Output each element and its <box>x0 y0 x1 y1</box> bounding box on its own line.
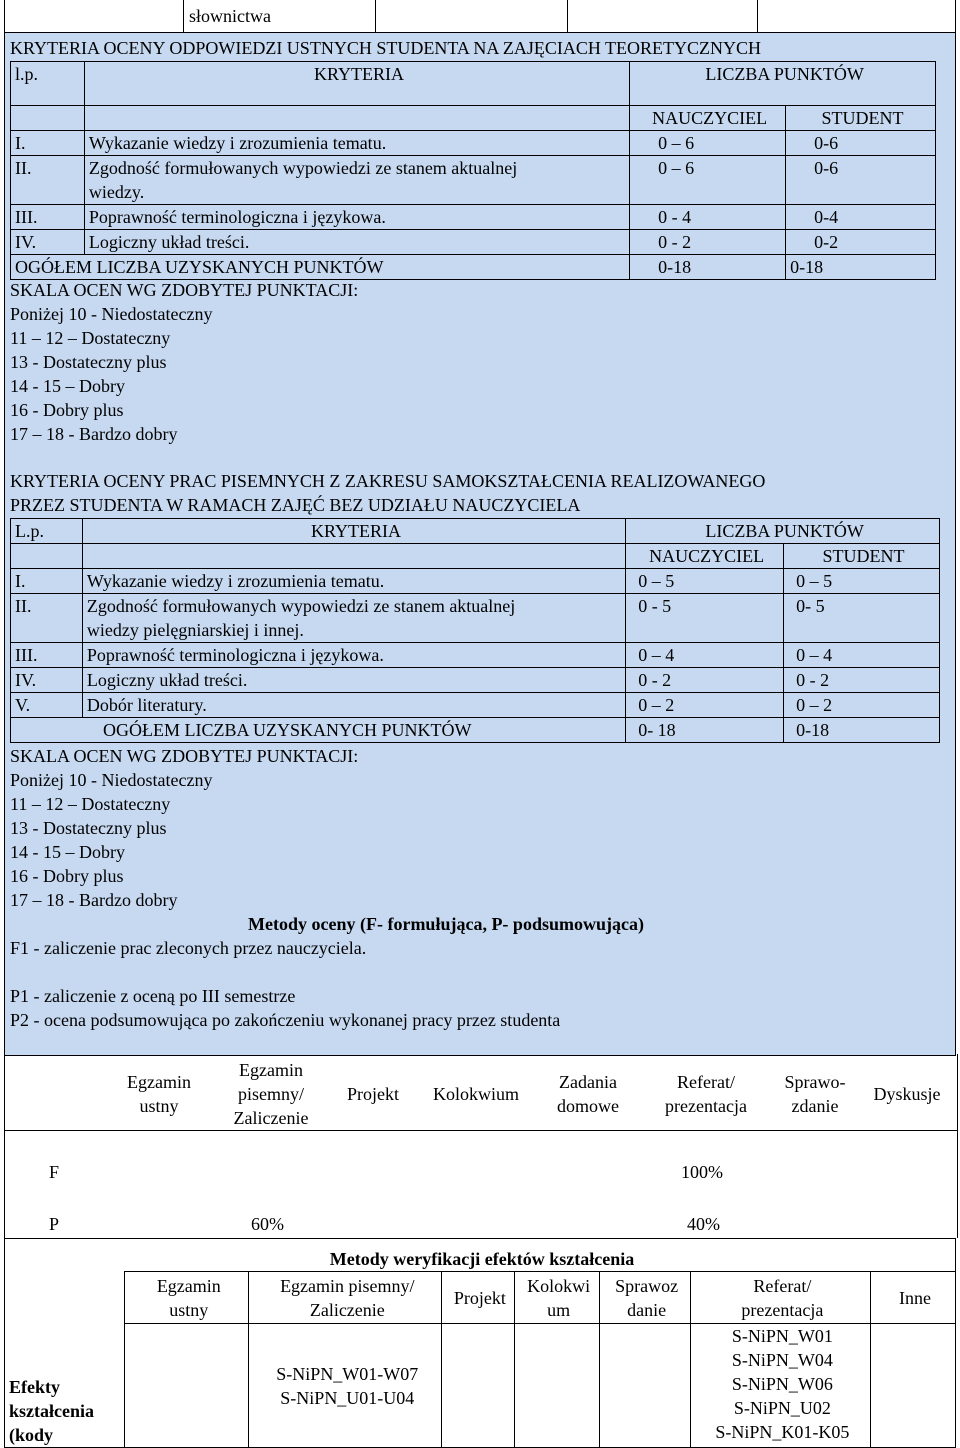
oral-row-lp: III. <box>11 205 85 230</box>
forms-h-presentation <box>641 1070 771 1118</box>
forms-h-line: Egzamin <box>127 1072 191 1092</box>
oral-scale-item: 14 - 15 – Dobry <box>10 376 125 396</box>
ver-code: S-NiPN_W06 <box>731 1374 833 1394</box>
top-row <box>4 0 956 32</box>
written-scale-item: 13 - Dostateczny plus <box>10 818 167 838</box>
forms-f-value: 100% <box>681 1162 723 1182</box>
ver-h-line: Egzamin <box>156 1275 221 1296</box>
written-row-text: Logiczny układ treści. <box>82 668 625 693</box>
forms-h-line: domowe <box>557 1096 619 1116</box>
forms-h-line: prezentacja <box>665 1096 747 1116</box>
written-row-text: Poprawność terminologiczna i językowa. <box>82 643 625 668</box>
ver-h-line: Egzamin pisemny/ <box>280 1275 415 1296</box>
methods-p2: P2 - ocena podsumowująca po zakończeniu wykonanej pracy przez studenta <box>10 1010 561 1030</box>
oral-total-teacher: 0-18 <box>630 255 786 280</box>
written-row-lp: V. <box>11 693 83 718</box>
forms-h-line: Zaliczenie <box>233 1108 309 1128</box>
forms-h-written <box>213 1058 329 1130</box>
written-scale <box>10 744 358 912</box>
oral-row-teacher: 0 – 6 <box>630 156 786 205</box>
forms-h-project: Projekt <box>347 1084 399 1104</box>
oral-row-text-line2: wiedzy. <box>88 182 145 202</box>
ver-h-report <box>599 1272 690 1324</box>
forms-p-label: P <box>49 1214 60 1234</box>
ver-h-line: danie <box>627 1299 667 1320</box>
written-row-student: 0 – 2 <box>784 693 940 718</box>
forms-h-line: pisemny/ <box>238 1084 304 1104</box>
oral-h-student: STUDENT <box>786 106 936 131</box>
ver-code: S-NiPN_K01-K05 <box>715 1422 850 1442</box>
methods-f1: F1 - zaliczenie prac zleconych przez nauczyciela. <box>10 938 367 958</box>
written-scale-title: SKALA OCEN WG ZDOBYTEJ PUNKTACJI: <box>10 746 359 766</box>
forms-p-value1: 60% <box>251 1214 284 1234</box>
written-h-points: LICZBA PUNKTÓW <box>626 519 940 544</box>
top-row-text: słownictwa <box>189 6 271 26</box>
written-total-row <box>11 718 940 743</box>
written-title-line2: PRZEZ STUDENTA W RAMACH ZAJĘĆ BEZ UDZIAŁU NAUCZYCIELA <box>10 495 581 515</box>
forms-table <box>4 1054 958 1238</box>
ver-h-line: ustny <box>169 1299 209 1320</box>
oral-title: KRYTERIA OCENY ODPOWIEDZI USTNYCH STUDENTA NA ZAJĘCIACH TEORETYCZNYCH <box>10 38 762 58</box>
oral-row-text <box>84 156 629 205</box>
written-row-text: Wykazanie wiedzy i zrozumienia tematu. <box>82 569 625 594</box>
oral-row-student: 0-6 <box>786 131 936 156</box>
ver-h-project: Projekt <box>442 1272 515 1324</box>
oral-row-lp: IV. <box>11 230 85 255</box>
written-scale-item: 11 – 12 – Dostateczny <box>10 794 171 814</box>
written-row-lp: I. <box>11 569 83 594</box>
ver-effects-line: (kody <box>9 1425 54 1445</box>
written-row <box>11 643 940 668</box>
oral-scale-item: 11 – 12 – Dostateczny <box>10 328 171 348</box>
written-h-lp: L.p. <box>11 519 83 544</box>
ver-h-line: Zaliczenie <box>309 1299 385 1320</box>
oral-row-student: 0-2 <box>786 230 936 255</box>
oral-row <box>11 156 936 205</box>
methods-p1: P1 - zaliczenie z oceną po III semestrze <box>10 986 296 1006</box>
oral-row-lp: II. <box>11 156 85 205</box>
forms-h-colloquium: Kolokwium <box>432 1084 519 1104</box>
forms-p-value2: 40% <box>687 1214 720 1234</box>
written-row-text-line2: wiedzy pielęgniarskiej i innej. <box>86 620 304 640</box>
forms-h-oral <box>105 1070 213 1118</box>
written-row-teacher: 0 – 5 <box>626 569 784 594</box>
written-h-student: STUDENT <box>784 544 940 569</box>
ver-h-line: prezentacja <box>741 1299 824 1320</box>
written-row-student: 0 – 4 <box>784 643 940 668</box>
ver-h-line: Referat/ <box>753 1275 812 1296</box>
oral-row-teacher: 0 - 4 <box>630 205 786 230</box>
written-scale-item: 14 - 15 – Dobry <box>10 842 125 862</box>
oral-table <box>10 61 936 280</box>
oral-row <box>11 230 936 255</box>
written-h-teacher: NAUCZYCIEL <box>626 544 784 569</box>
written-row <box>11 569 940 594</box>
written-total-student: 0-18 <box>784 718 940 743</box>
forms-f-label: F <box>49 1162 60 1182</box>
written-title <box>10 469 765 517</box>
oral-row <box>11 131 936 156</box>
oral-row <box>11 205 936 230</box>
ver-effects-line: kształcenia <box>9 1401 94 1421</box>
oral-row-student: 0-4 <box>786 205 936 230</box>
oral-row-teacher: 0 – 6 <box>630 131 786 156</box>
oral-row-text: Wykazanie wiedzy i zrozumienia tematu. <box>84 131 629 156</box>
oral-row-text-line1: Zgodność formułowanych wypowiedzi ze stanem aktualnej <box>88 158 518 178</box>
written-total-teacher: 0- 18 <box>626 718 784 743</box>
oral-h-lp: l.p. <box>11 62 85 106</box>
ver-code: S-NiPN_W01 <box>731 1326 833 1346</box>
verification-title: Metody weryfikacji efektów kształcenia <box>5 1239 956 1272</box>
forms-h-discussion: Dyskusje <box>873 1084 941 1104</box>
written-row-teacher: 0 - 2 <box>626 668 784 693</box>
written-row-lp: II. <box>11 594 83 643</box>
written-row-teacher: 0 - 5 <box>626 594 784 643</box>
oral-row-text: Logiczny układ treści. <box>84 230 629 255</box>
written-row-student: 0 – 5 <box>784 569 940 594</box>
written-row-teacher: 0 – 4 <box>626 643 784 668</box>
forms-header <box>105 1060 955 1128</box>
oral-scale-item: Poniżej 10 - Niedostateczny <box>10 304 213 324</box>
ver-code: S-NiPN_W04 <box>731 1350 833 1370</box>
oral-total-label: OGÓŁEM LICZBA UZYSKANYCH PUNKTÓW <box>11 255 630 280</box>
ver-h-oral <box>125 1272 249 1324</box>
written-table <box>10 518 940 743</box>
ver-effects-label <box>5 1324 125 1448</box>
written-title-line1: KRYTERIA OCENY PRAC PISEMNYCH Z ZAKRESU SAMOKSZTAŁCENIA REALIZOWANEGO <box>10 471 766 491</box>
forms-h-line: Referat/ <box>677 1072 735 1092</box>
oral-scale <box>10 278 358 446</box>
oral-h-teacher: NAUCZYCIEL <box>630 106 786 131</box>
written-row-text-line1: Zgodność formułowanych wypowiedzi ze stanem aktualnej <box>86 596 516 616</box>
ver-h-presentation <box>690 1272 870 1324</box>
forms-h-line: ustny <box>139 1096 179 1116</box>
oral-total-student: 0-18 <box>786 255 936 280</box>
ver-h-line: Kolokwi <box>527 1275 591 1296</box>
ver-code: S-NiPN_W01-W07 <box>276 1363 419 1384</box>
forms-h-report <box>771 1070 859 1118</box>
oral-row-teacher: 0 - 2 <box>630 230 786 255</box>
ver-effects-line: Efekty <box>9 1377 60 1397</box>
verification-table <box>4 1238 956 1448</box>
written-scale-item: 17 – 18 - Bardzo dobry <box>10 890 178 910</box>
oral-scale-title: SKALA OCEN WG ZDOBYTEJ PUNKTACJI: <box>10 280 359 300</box>
forms-h-homework <box>535 1070 641 1118</box>
oral-scale-item: 16 - Dobry plus <box>10 400 124 420</box>
oral-row-lp: I. <box>11 131 85 156</box>
written-row-text <box>82 594 625 643</box>
written-total-label: OGÓŁEM LICZBA UZYSKANYCH PUNKTÓW <box>11 718 626 743</box>
ver-h-line: Sprawoz <box>615 1275 679 1296</box>
written-row-lp: IV. <box>11 668 83 693</box>
forms-h-line: Egzamin <box>239 1060 303 1080</box>
ver-referat-codes <box>690 1324 870 1448</box>
ver-h-line: um <box>547 1299 571 1320</box>
ver-code: S-NiPN_U01-U04 <box>280 1387 415 1408</box>
written-scale-item: Poniżej 10 - Niedostateczny <box>10 770 213 790</box>
oral-total-row <box>11 255 936 280</box>
ver-code: S-NiPN_U02 <box>733 1398 831 1418</box>
written-row-text: Dobór literatury. <box>82 693 625 718</box>
forms-h-line: zdanie <box>791 1096 839 1116</box>
oral-row-student: 0-6 <box>786 156 936 205</box>
ver-h-other: Inne <box>871 1272 956 1324</box>
oral-scale-item: 17 – 18 - Bardzo dobry <box>10 424 178 444</box>
written-h-criteria: KRYTERIA <box>82 519 625 544</box>
written-scale-item: 16 - Dobry plus <box>10 866 124 886</box>
written-row <box>11 693 940 718</box>
written-row-student: 0- 5 <box>784 594 940 643</box>
written-row-student: 0 - 2 <box>784 668 940 693</box>
forms-h-line: Zadania <box>559 1072 617 1092</box>
oral-h-points: LICZBA PUNKTÓW <box>630 62 936 106</box>
written-row <box>11 594 940 643</box>
ver-written-codes <box>249 1324 442 1448</box>
oral-h-criteria: KRYTERIA <box>84 62 629 106</box>
forms-h-line: Sprawo- <box>784 1072 846 1092</box>
written-row-lp: III. <box>11 643 83 668</box>
ver-h-written <box>249 1272 442 1324</box>
written-row-teacher: 0 – 2 <box>626 693 784 718</box>
oral-scale-item: 13 - Dostateczny plus <box>10 352 167 372</box>
methods-title: Metody oceny (F- formułująca, P- podsumowująca) <box>248 914 644 934</box>
written-row <box>11 668 940 693</box>
oral-row-text: Poprawność terminologiczna i językowa. <box>84 205 629 230</box>
ver-h-colloquium <box>514 1272 599 1324</box>
